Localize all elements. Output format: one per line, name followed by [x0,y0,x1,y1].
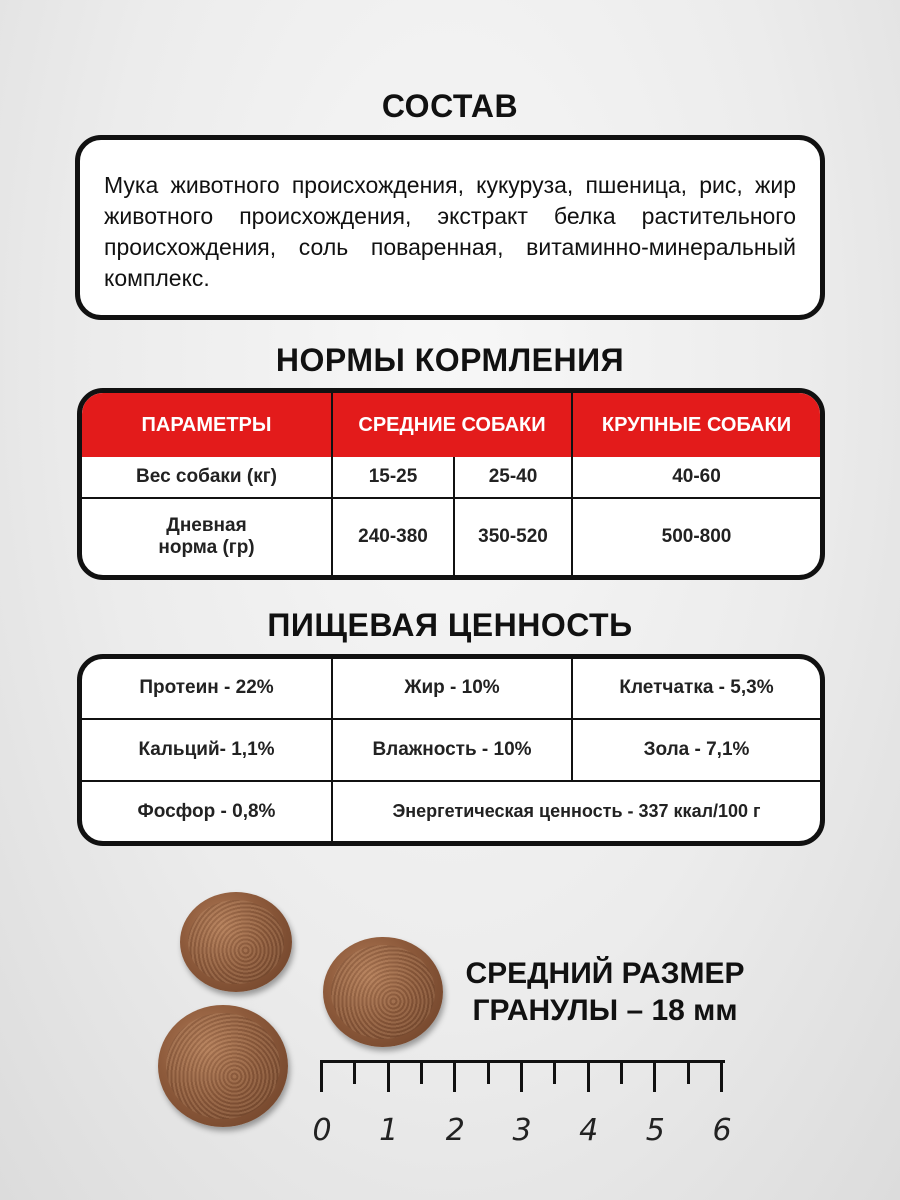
kibble-image [180,892,292,992]
table-row [82,659,820,719]
ruler-label: 6 [712,1113,732,1148]
nutrient-fat: Жир - 10% [332,659,572,719]
granule-size-caption [440,955,770,1029]
ruler-minor-tick [620,1060,623,1084]
ruler-baseline [321,1060,725,1063]
row-label-line1: Дневная [166,514,247,536]
composition-title: СОСТАВ [381,88,519,124]
ruler-major-tick [387,1060,390,1092]
cell-value: 40-60 [672,465,721,487]
kibble-image [158,1005,288,1127]
ruler-minor-tick [687,1060,690,1084]
ruler-minor-tick [420,1060,423,1084]
granule-size-line1: СРЕДНИЙ РАЗМЕР [465,957,745,990]
header-medium-dogs: СРЕДНИЕ СОБАКИ [332,393,572,457]
feeding-table [77,388,825,580]
table-row [82,719,820,781]
composition-text: Мука животного происхождения, кукуруза, пшеница, рис, жир животного происхождения, экстракт белка растительного происхождения, соль поваренная, витаминно-минеральный комплекс. [104,172,796,291]
header-large-dogs: КРУПНЫЕ СОБАКИ [572,393,820,457]
nutrient-ash: Зола - 7,1% [572,719,820,781]
ruler-label: 1 [379,1113,399,1148]
row-label [82,498,332,575]
granule-size-line2: ГРАНУЛЫ – 18 мм [472,994,738,1027]
ruler-major-tick [320,1060,323,1092]
nutrient-calcium: Кальций- 1,1% [82,719,332,781]
header-parameters: ПАРАМЕТРЫ [82,393,332,457]
nutrient-protein: Протеин - 22% [82,659,332,719]
nutrient-fiber: Клетчатка - 5,3% [619,677,774,699]
composition-box [75,135,825,320]
ruler-major-tick [453,1060,456,1092]
table-row [82,498,820,575]
size-ruler [305,1055,735,1165]
ruler-minor-tick [487,1060,490,1084]
feeding-title: НОРМЫ КОРМЛЕНИЯ [275,342,625,378]
nutrient-phosphorus: Фосфор - 0,8% [82,781,332,841]
nutrient-energy: Энергетическая ценность - 337 ккал/100 г [332,781,820,841]
ruler-label: 4 [579,1113,599,1148]
nutrition-table [77,654,825,846]
row-label: Вес собаки (кг) [82,457,332,498]
ruler-major-tick [587,1060,590,1092]
ruler-major-tick [720,1060,723,1092]
ruler-major-tick [653,1060,656,1092]
table-row [82,457,820,498]
row-label-line2: норма (гр) [158,536,255,558]
ruler-label: 2 [445,1113,465,1148]
ruler-major-tick [520,1060,523,1092]
cell-value: 25-40 [454,457,572,498]
ruler-minor-tick [353,1060,356,1084]
ruler-label: 0 [312,1113,332,1148]
ruler-minor-tick [553,1060,556,1084]
cell-value: 240-380 [332,498,454,575]
cell-value: 15-25 [332,457,454,498]
nutrition-title: ПИЩЕВАЯ ЦЕННОСТЬ [267,607,633,643]
cell-value: 500-800 [572,498,820,575]
table-row [82,781,820,841]
ruler-label: 3 [512,1113,532,1148]
cell-value: 350-520 [454,498,572,575]
kibble-image [323,937,443,1047]
nutrient-moisture: Влажность - 10% [332,719,572,781]
ruler-label: 5 [645,1113,665,1148]
